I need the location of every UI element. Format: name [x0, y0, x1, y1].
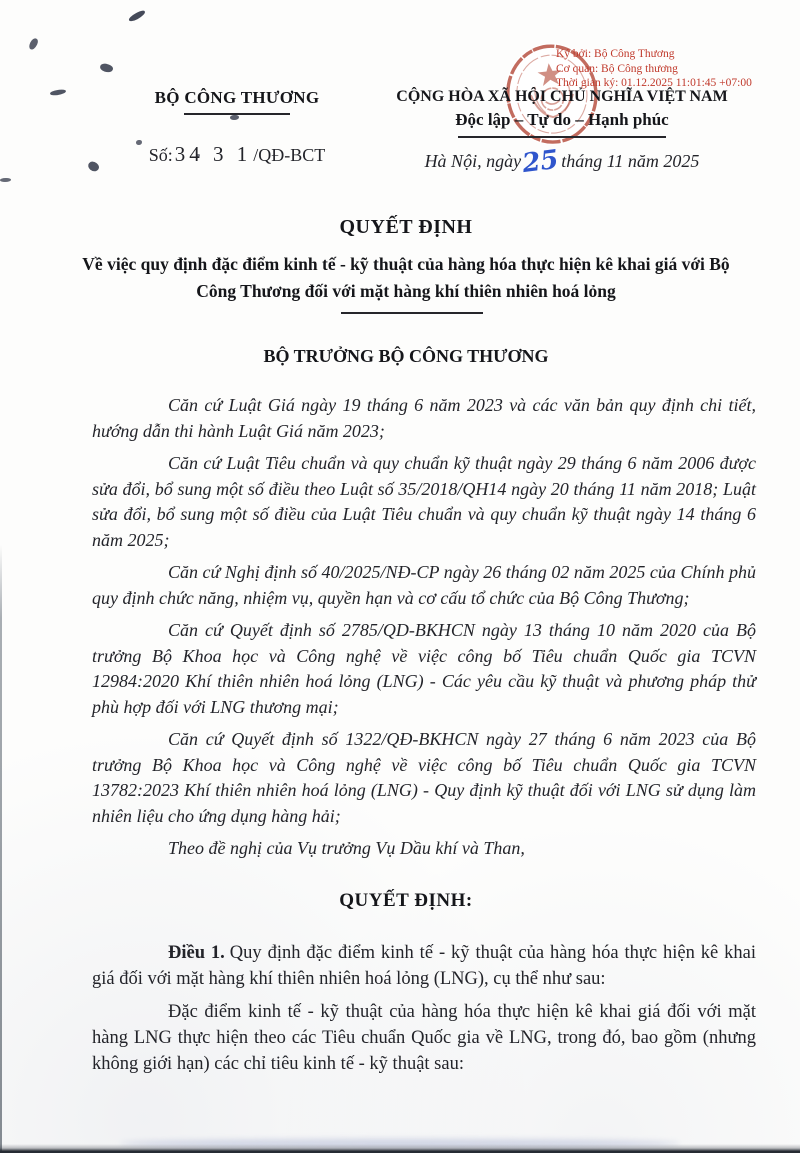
signature-agency: Cơ quan: Bộ Công thương [556, 62, 678, 75]
recital-paragraph: Căn cứ Nghị định số 40/2025/NĐ-CP ngày 26 tháng 02 năm 2025 của Chính phủ quy định chức năng, nhiệm vụ, quyền hạn và cơ cấu tổ chức của Bộ Công Thương; [92, 562, 756, 608]
motto-underline [458, 136, 666, 138]
ink-speck [50, 89, 67, 96]
document-body [82, 216, 756, 1077]
national-motto-line2: Độc lập – Tự do – Hạnh phúc [455, 110, 669, 129]
digital-signature-block [556, 47, 786, 91]
place-date-prefix: Hà Nội, ngày [424, 151, 522, 171]
scan-edge-bottom [0, 1144, 800, 1153]
article-1-paragraph-2: Đặc điểm kinh tế - kỹ thuật của hàng hóa thực hiện kê khai giá đối với mặt hàng LNG thực hiện theo các Tiêu chuẩn Quốc gia về LNG, trong đó, bao gồm (nhưng không giới hạn) các chỉ tiêu kinh tế - kỹ thuật sau: [92, 1001, 756, 1074]
issuer-block [118, 88, 356, 167]
issuing-authority: BỘ TRƯỞNG BỘ CÔNG THƯƠNG [263, 346, 549, 366]
ink-speck [86, 160, 100, 174]
national-motto-block [368, 88, 756, 180]
ink-speck [99, 62, 114, 74]
article-1-paragraph [92, 940, 756, 992]
document-number-value: 34 3 1 [174, 142, 252, 166]
scan-edge-left [0, 545, 2, 1153]
recital-paragraph: Căn cứ Quyết định số 2785/QD-BKHCN ngày 13 tháng 10 năm 2020 của Bộ trưởng Bộ Khoa học và Công nghệ về việc công bố Tiêu chuẩn Quốc gia TCVN 12984:2020 Khí thiên nhiên hoá lỏng (LNG) - Các yêu cầu kỹ thuật và phương pháp thử phù hợp đối với LNG thương mại; [92, 620, 756, 717]
document-subtitle: Về việc quy định đặc điểm kinh tế - kỹ thuật của hàng hóa thực hiện kê khai giá với Bộ Công Thương đối với mặt hàng khí thiên nhiên hoá lỏng [82, 254, 730, 301]
subtitle-separator [341, 312, 483, 314]
document-number-suffix: /QĐ-BCT [253, 145, 326, 165]
document-title: QUYẾT ĐỊNH [339, 216, 473, 238]
recital-paragraph: Căn cứ Luật Tiêu chuẩn và quy chuẩn kỹ thuật ngày 29 tháng 6 năm 2006 được sửa đổi, bổ sung một số điều theo Luật số 35/2018/QH14 ngày 20 tháng 11 năm 2018; Luật sửa đổi, bổ sung một số điều của Luật Tiêu chuẩn và quy chuẩn kỹ thuật ngày 14 tháng 6 năm 2025; [92, 453, 756, 550]
signature-timestamp: Thời gian ký: 01.12.2025 11:01:45 +07:00 [556, 77, 752, 89]
ink-speck [0, 178, 11, 182]
signature-signed-by: Ký bởi: Bộ Công Thương [556, 48, 675, 60]
ink-speck [128, 9, 147, 23]
recital-paragraph: Căn cứ Quyết định số 1322/QĐ-BKHCN ngày 27 tháng 6 năm 2023 của Bộ trưởng Bộ Khoa học và Công nghệ về việc công bố Tiêu chuẩn Quốc gia TCVN 13782:2023 Khí thiên nhiên hoá lỏng (LNG) - Quy định kỹ thuật đối với LNG sử dụng làm nhiên liệu cho ứng dụng hàng hải; [92, 729, 756, 826]
recitals-section [92, 393, 756, 862]
issuer-underline [184, 113, 290, 115]
ink-speck [28, 37, 39, 51]
document-number-label: Số: [148, 145, 173, 165]
place-date-line [368, 144, 756, 180]
decision-heading: QUYẾT ĐỊNH: [339, 889, 473, 911]
document-number [118, 142, 356, 167]
article-1-label: Điều 1. [168, 942, 225, 963]
article-1-text: Quy định đặc điểm kinh tế - kỹ thuật của hàng hóa thực hiện kê khai giá đối với mặt hàng khí thiên nhiên hoá lỏng (LNG), cụ thể như sau: [92, 942, 756, 989]
place-date-suffix: tháng 11 năm 2025 [561, 151, 700, 171]
recital-paragraph: Căn cứ Luật Giá ngày 19 tháng 6 năm 2023 và các văn bản quy định chi tiết, hướng dẫn thi hành Luật Giá năm 2023; [92, 395, 756, 441]
issuer-name: BỘ CÔNG THƯƠNG [154, 88, 320, 107]
recital-paragraph: Theo đề nghị của Vụ trưởng Vụ Dầu khí và Than, [168, 838, 525, 858]
national-motto-line1: CỘNG HÒA XÃ HỘI CHỦ NGHĨA VIỆT NAM [396, 88, 728, 105]
handwritten-day: 25 [520, 144, 561, 180]
